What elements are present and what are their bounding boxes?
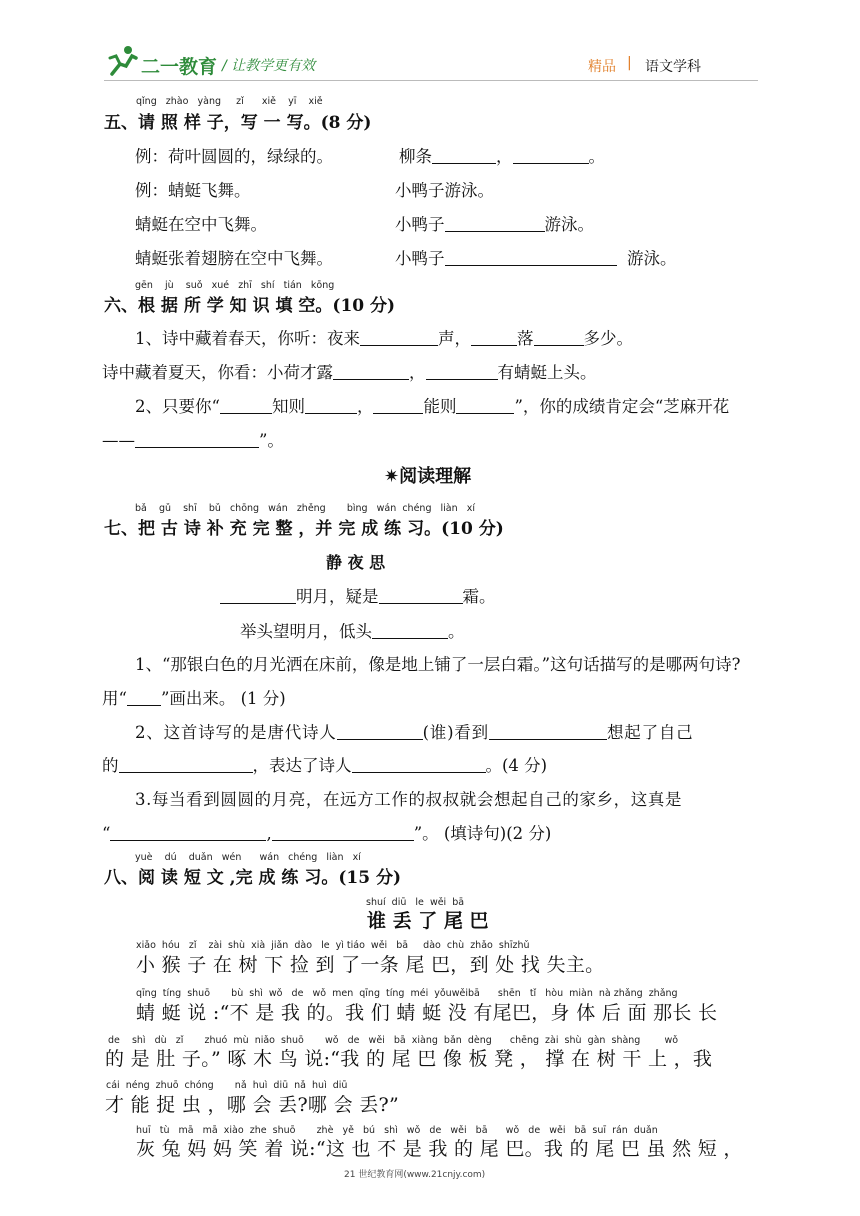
q5-line4-right: 小鸭子 游泳。 bbox=[395, 249, 677, 268]
q6-line4: —— ”。 bbox=[102, 431, 284, 450]
blank-field[interactable] bbox=[432, 146, 496, 164]
poem-line1: 明月，疑是 霜。 bbox=[220, 583, 496, 607]
q6-line3: 2、只要你“ 知则 ， 能则 ”，你的成绩肯定会“芝麻开花 bbox=[135, 397, 730, 416]
q7-p2-line1: 2、这首诗写的是唐代诗人 (谁)看到 想起了自己 bbox=[135, 723, 694, 742]
q5-example2-left: 例：蜻蜓飞舞。 bbox=[135, 181, 251, 200]
story-row3-pinyin: de shì dù zǐ zhuó mù niǎo shuō wǒ de wěi bā xiàng bǎn dèng chēng zài shù gàn shàng wǒ bbox=[108, 1035, 679, 1046]
story-row5-pinyin: huī tù mā mā xiào zhe shuō zhè yě bú shì wǒ de wěi bā wǒ de wěi bā suī rán duǎn bbox=[136, 1125, 658, 1136]
blank-field[interactable] bbox=[333, 362, 409, 380]
blank-field[interactable] bbox=[471, 328, 517, 346]
blank-field[interactable] bbox=[379, 586, 463, 604]
section-title: 阅读理解 bbox=[399, 466, 472, 487]
story-title-pinyin: shuí diū le wěi bā bbox=[366, 897, 465, 908]
footer: 21 世纪教育网(www.21cnjy.com) bbox=[344, 1170, 486, 1180]
subject-label: 语文学科 bbox=[645, 59, 701, 75]
logo-runner-icon bbox=[106, 44, 140, 78]
slogan: / 让教学更有效 bbox=[222, 58, 316, 74]
q5-example1-left: 例：荷叶圆圆的，绿绿的。 bbox=[135, 147, 333, 166]
q6-title: 六、根 据 所 学 知 识 填 空。(10 分) bbox=[104, 296, 396, 316]
header-rule bbox=[104, 80, 758, 81]
q7-p3-line2: “ , ”。 (填诗句)(2 分) bbox=[102, 824, 552, 843]
q5-example2-right: 小鸭子游泳。 bbox=[395, 181, 494, 200]
poem-title: 静 夜 思 bbox=[326, 553, 386, 572]
blank-field[interactable] bbox=[360, 328, 438, 346]
q5-line4-left: 蜻蜓张着翅膀在空中飞舞。 bbox=[135, 249, 333, 268]
q7-p3-line1: 3.每当看到圆圆的月亮，在远方工作的叔叔就会想起自己的家乡，这真是 bbox=[135, 790, 683, 809]
story-row4-pinyin: cái néng zhuō chóng nǎ huì diū nǎ huì diū bbox=[106, 1080, 348, 1091]
q5-line3-right: 小鸭子 游泳。 bbox=[395, 215, 594, 234]
blank-field[interactable] bbox=[272, 823, 414, 841]
poem-line2: 举头望明月，低头 。 bbox=[240, 622, 465, 641]
q5-title: 五、请 照 样 子，写 一 写。(8 分) bbox=[104, 113, 372, 133]
blank-field[interactable] bbox=[426, 362, 498, 380]
blank-field[interactable] bbox=[513, 146, 589, 164]
blank-field[interactable] bbox=[110, 823, 266, 841]
blank-field[interactable] bbox=[456, 396, 514, 414]
blank-field[interactable] bbox=[220, 396, 272, 414]
q7-title: 七、把 古 诗 补 充 完 整 ，并 完 成 练 习。(10 分) bbox=[104, 519, 504, 539]
story-row4: 才 能 捉 虫 ，哪 会 丢?哪 会 丢?” bbox=[105, 1094, 400, 1116]
blank-field[interactable] bbox=[489, 722, 607, 740]
q5-pinyin: qǐng zhào yàng zǐ xiě yī xiě bbox=[136, 96, 323, 107]
q6-line2: 诗中藏着夏天，你看：小荷才露 ， 有蜻蜓上头。 bbox=[102, 363, 597, 382]
q6-line1: 1、诗中藏着春天，你听：夜来 声， 落 多少。 bbox=[135, 329, 633, 348]
story-row3: 的 是 肚 子。” 啄 木 鸟 说:“我 的 尾 巴 像 板 凳 ， 撑 在 树 干 上 ，我 bbox=[105, 1048, 713, 1070]
premium-label: 精品 bbox=[588, 59, 616, 75]
blank-field[interactable] bbox=[135, 430, 259, 448]
blank-field[interactable] bbox=[305, 396, 357, 414]
story-row5: 灰 兔 妈 妈 笑 着 说:“这 也 不 是 我 的 尾 巴。我 的 尾 巴 虽 然 短 ， bbox=[136, 1138, 743, 1160]
blank-field[interactable] bbox=[373, 396, 423, 414]
story-title: 谁 丢 了 尾 巴 bbox=[367, 910, 489, 932]
blank-field[interactable] bbox=[220, 586, 296, 604]
q5-line3-left: 蜻蜓在空中飞舞。 bbox=[135, 215, 267, 234]
q7-p2-line2: 的 ，表达了诗人 。(4 分) bbox=[102, 756, 548, 775]
header-divider: | bbox=[627, 55, 632, 71]
logo-text: 二一教育 bbox=[141, 56, 218, 78]
q8-pinyin: yuè dú duǎn wén wán chéng liàn xí bbox=[135, 852, 361, 863]
q8-title: 八、阅 读 短 文 ,完 成 练 习。(15 分) bbox=[104, 868, 402, 888]
blank-field[interactable] bbox=[534, 328, 584, 346]
blank-field[interactable] bbox=[372, 621, 448, 639]
q7-p1-line2: 用“ ”画出来。 (1 分) bbox=[102, 689, 286, 708]
header bbox=[0, 0, 860, 90]
story-row1-pinyin: xiǎo hóu zǐ zài shù xià jiǎn dào le yì tiáo wěi bā dào chù zhǎo shīzhǔ bbox=[136, 940, 530, 951]
q6-pinyin: gēn jù suǒ xué zhī shí tián kōng bbox=[135, 280, 335, 291]
section-heading bbox=[384, 462, 471, 488]
blank-field[interactable] bbox=[337, 722, 423, 740]
q7-pinyin: bǎ gǔ shī bǔ chōng wán zhěng bìng wán chéng liàn xí bbox=[135, 503, 475, 514]
story-row2-pinyin: qīng tíng shuō bù shì wǒ de wǒ men qīng tíng méi yǒuwěibā shēn tǐ hòu miàn nà zhǎng zhǎng bbox=[136, 988, 678, 999]
blank-field[interactable] bbox=[352, 755, 486, 773]
q7-p1-line1: 1、“那银白色的月光洒在床前，像是地上铺了一层白霜。”这句话描写的是哪两句诗? bbox=[135, 655, 741, 674]
blank-field[interactable] bbox=[119, 755, 253, 773]
star-icon: ✷ bbox=[384, 466, 400, 487]
blank-field[interactable] bbox=[127, 688, 161, 706]
blank-field[interactable] bbox=[445, 214, 545, 232]
blank-field[interactable] bbox=[445, 248, 617, 266]
q5-example1-right: 柳条 ， 。 bbox=[399, 147, 605, 166]
story-row1: 小 猴 子 在 树 下 捡 到 了一条 尾 巴，到 处 找 失主。 bbox=[136, 954, 605, 976]
story-row2: 蜻 蜓 说 :“不 是 我 的。我 们 蜻 蜓 没 有尾巴，身 体 后 面 那长 长 bbox=[136, 1002, 718, 1024]
